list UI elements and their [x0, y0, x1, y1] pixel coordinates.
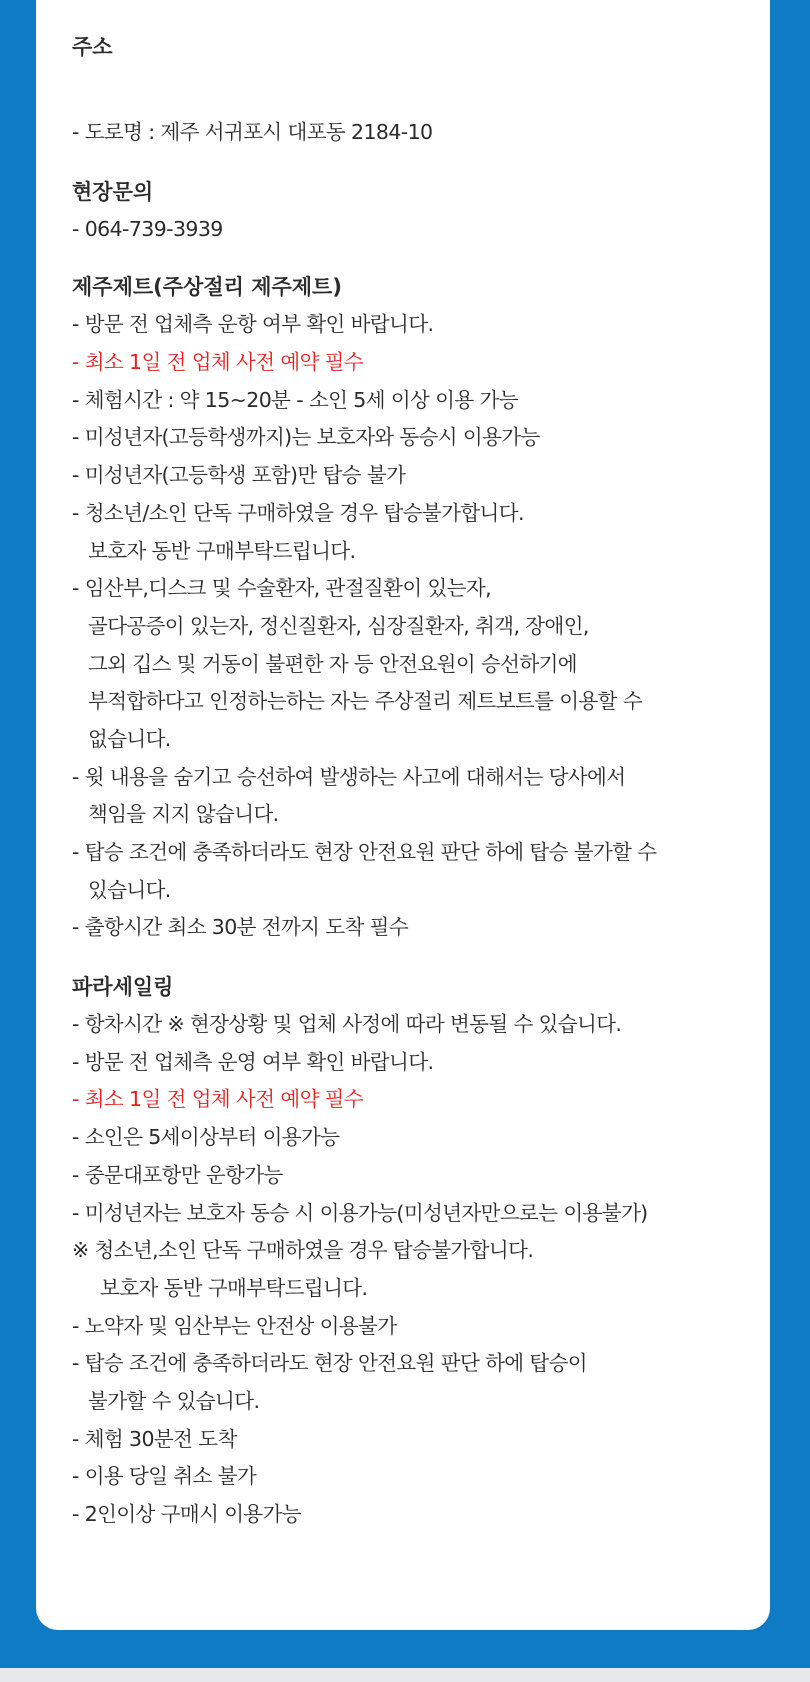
parasailing-line: - 방문 전 업체측 운영 여부 확인 바랍니다.	[72, 1049, 434, 1074]
jet-line: - 미성년자(고등학생 포함)만 탑승 불가	[72, 463, 406, 488]
jet-line: - 미성년자(고등학생까지)는 보호자와 동승시 이용가능	[72, 425, 540, 450]
jet-line: 없습니다.	[88, 726, 171, 751]
jet-line: - 임산부,디스크 및 수술환자, 관절질환이 있는자,	[72, 576, 491, 601]
parasailing-line: - 중문대포항만 운항가능	[72, 1162, 283, 1187]
parasailing-line: 불가할 수 있습니다.	[88, 1388, 260, 1413]
jet-line: - 탑승 조건에 충족하더라도 현장 안전요원 판단 하에 탑승 불가할 수	[72, 840, 657, 864]
jet-line: - 방문 전 업체측 운항 여부 확인 바랍니다.	[72, 312, 434, 337]
parasailing-line: 보호자 동반 구매부탁드립니다.	[100, 1275, 368, 1300]
jet-line: - 출항시간 최소 30분 전까지 도착 필수	[72, 915, 409, 940]
parasailing-line: - 소인은 5세이상부터 이용가능	[72, 1125, 340, 1150]
info-content	[72, 0, 762, 1534]
jet-line: 보호자 동반 구매부탁드립니다.	[88, 538, 356, 563]
address-road: - 도로명 : 제주 서귀포시 대포동 2184-10	[72, 120, 433, 144]
parasailing-line: - 항차시간 ※ 현장상황 및 업체 사정에 따라 변동될 수 있습니다.	[72, 1012, 622, 1037]
parasailing-line: - 미성년자는 보호자 동승 시 이용가능(미성년자만으로는 이용불가)	[72, 1200, 648, 1225]
info-card	[36, 0, 770, 1630]
parasailing-line: - 2인이상 구매시 이용가능	[72, 1502, 302, 1526]
parasailing-line-reservation: - 최소 1일 전 업체 사전 예약 필수	[72, 1087, 364, 1112]
inquiry-title: 현장문의	[72, 179, 154, 204]
parasailing-title: 파라세일링	[72, 975, 174, 1000]
bottom-strip	[0, 1668, 810, 1682]
jet-line: 있습니다.	[88, 877, 171, 902]
parasailing-line: - 노약자 및 임산부는 안전상 이용불가	[72, 1313, 397, 1338]
parasailing-line: ※ 청소년,소인 단독 구매하였을 경우 탑승불가합니다.	[72, 1238, 534, 1263]
jet-line: - 체험시간 : 약 15~20분 - 소인 5세 이상 이용 가능	[72, 387, 518, 412]
jet-title: 제주제트(주상절리 제주제트)	[72, 275, 342, 300]
jet-line-reservation: - 최소 1일 전 업체 사전 예약 필수	[72, 350, 364, 375]
jet-line: - 윗 내용을 숨기고 승선하여 발생하는 사고에 대해서는 당사에서	[72, 764, 626, 789]
inquiry-phone: - 064-739-3939	[72, 216, 223, 241]
jet-line: 책임을 지지 않습니다.	[88, 802, 279, 827]
address-title: 주소	[72, 35, 113, 59]
parasailing-line: - 체험 30분전 도착	[72, 1426, 237, 1451]
jet-line: 그외 깁스 및 거동이 불편한 자 등 안전요원이 승선하기에	[88, 651, 577, 676]
jet-line: 부적합하다고 인정하는하는 자는 주상절리 제트보트를 이용할 수	[88, 689, 642, 714]
parasailing-line: - 이용 당일 취소 불가	[72, 1464, 257, 1489]
parasailing-line: - 탑승 조건에 충족하더라도 현장 안전요원 판단 하에 탑승이	[72, 1351, 587, 1376]
jet-line: - 청소년/소인 단독 구매하였을 경우 탑승불가합니다.	[72, 500, 524, 525]
jet-line: 골다공증이 있는자, 정신질환자, 심장질환자, 취객, 장애인,	[88, 613, 589, 638]
